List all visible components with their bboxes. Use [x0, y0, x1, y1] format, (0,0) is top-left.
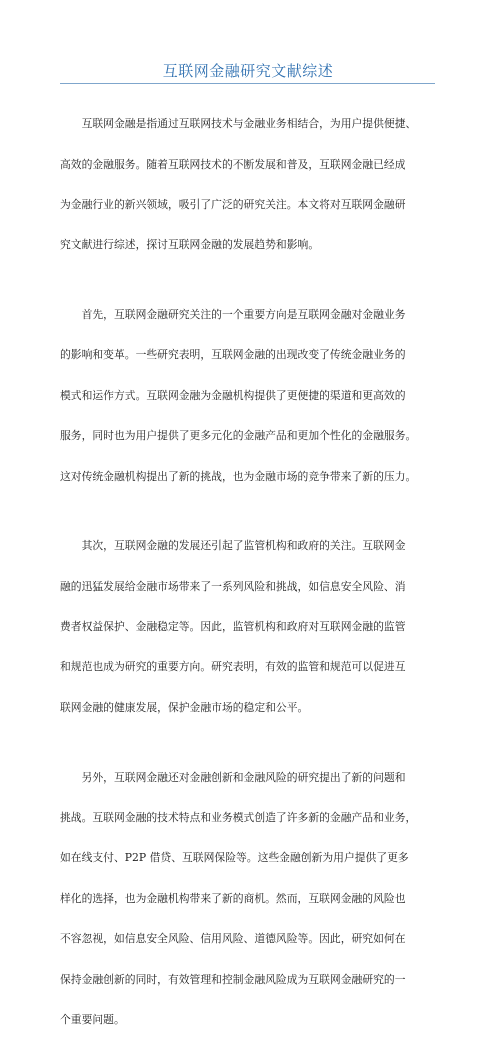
text-line: 究文献进行综述，探讨互联网金融的发展趋势和影响。: [60, 238, 320, 252]
text-line: 另外，互联网金融还对金融创新和金融风险的研究提出了新的问题和: [60, 770, 406, 784]
title-underline: [60, 83, 435, 84]
text-line: 服务，同时也为用户提供了更多元化的金融产品和更加个性化的金融服务。: [60, 429, 417, 443]
text-line: 的影响和变革。一些研究表明，互联网金融的出现改变了传统金融业务的: [60, 348, 406, 362]
text-line: 互联网金融是指通过互联网技术与金融业务相结合，为用户提供便捷、: [60, 117, 417, 131]
text-line: 和规范也成为研究的重要方向。研究表明，有效的监管和规范可以促进互: [60, 660, 406, 674]
paragraph-3: [60, 516, 436, 738]
text-line: 这对传统金融机构提出了新的挑战，也为金融市场的竞争带来了新的压力。: [60, 469, 417, 483]
text-line: 挑战。互联网金融的技术特点和业务模式创造了许多新的金融产品和业务，: [60, 810, 417, 824]
paragraph-2: [60, 285, 436, 507]
text-line: 首先，互联网金融研究关注的一个重要方向是互联网金融对金融业务: [60, 308, 406, 322]
text-line: 个重要问题。: [60, 1012, 125, 1026]
paragraph-1: [60, 94, 436, 276]
text-line: 为金融行业的新兴领域，吸引了广泛的研究关注。本文将对互联网金融研: [60, 198, 406, 212]
text-line: 模式和运作方式。互联网金融为金融机构提供了更便捷的渠道和更高效的: [60, 388, 406, 402]
text-line: 融的迅猛发展给金融市场带来了一系列风险和挑战，如信息安全风险、消: [60, 579, 406, 593]
text-line: 高效的金融服务。随着互联网技术的不断发展和普及，互联网金融已经成: [60, 157, 406, 171]
paragraph-4: [60, 747, 436, 1050]
text-line: 样化的选择，也为金融机构带来了新的商机。然而，互联网金融的风险也: [60, 891, 406, 905]
text-line: 费者权益保护、金融稳定等。因此，监管机构和政府对互联网金融的监管: [60, 620, 406, 634]
text-line: 保持金融创新的同时，有效管理和控制金融风险成为互联网金融研究的一: [60, 972, 406, 986]
text-line: 不容忽视，如信息安全风险、信用风险、道德风险等。因此，研究如何在: [60, 932, 406, 946]
text-line: 如在线支付、P2P 借贷、互联网保险等。这些金融创新为用户提供了更多: [60, 851, 409, 865]
text-line: 联网金融的健康发展，保护金融市场的稳定和公平。: [60, 700, 309, 714]
document-body: [60, 94, 436, 1059]
text-line: 其次，互联网金融的发展还引起了监管机构和政府的关注。互联网金: [60, 539, 406, 553]
page-title: 互联网金融研究文献综述: [162, 62, 334, 80]
